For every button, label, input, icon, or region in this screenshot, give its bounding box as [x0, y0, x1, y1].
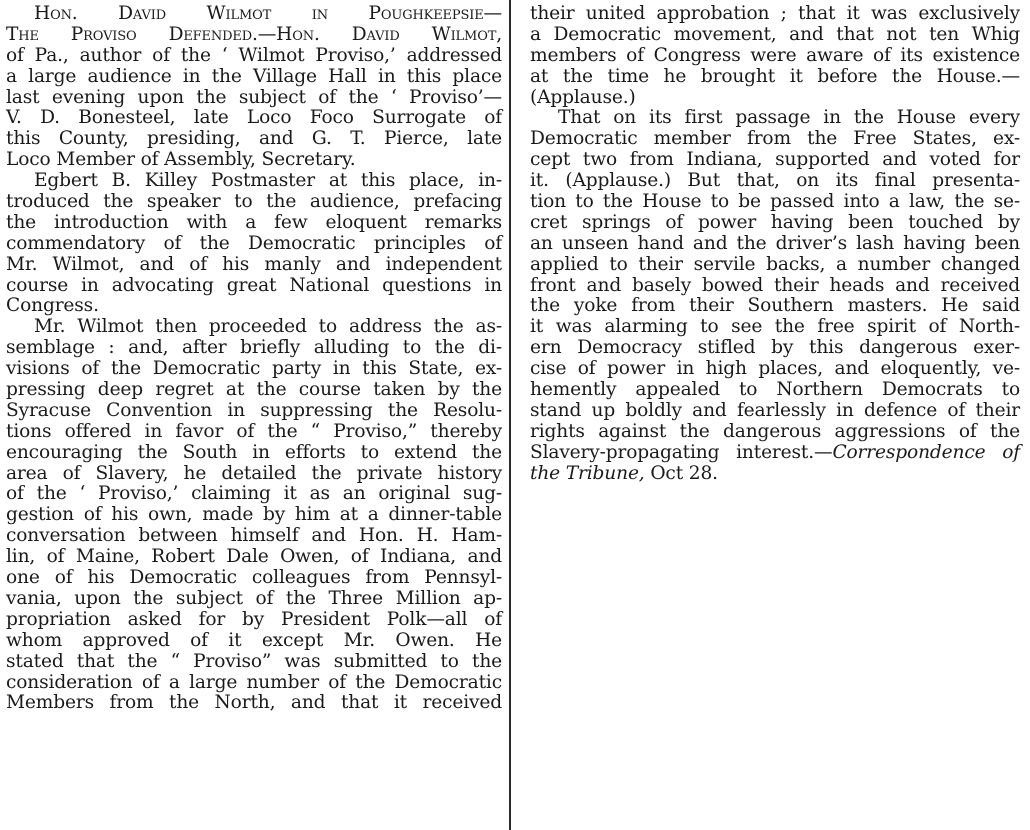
line-text: conversation between himself and Hon. H. Ham-: [6, 525, 502, 547]
line-text: Hon. David Wilmot in Poughkeepsie—: [34, 3, 502, 24]
text-line: [6, 317, 502, 338]
text-line: [6, 652, 502, 673]
text-line: [6, 547, 502, 568]
text-line: [6, 359, 502, 380]
line-text: cret springs of power having been touched by: [530, 211, 1020, 233]
text-line: [530, 25, 1020, 46]
text-line: [6, 213, 502, 234]
line-text: Congress.: [6, 295, 99, 317]
line-text: vania, upon the subject of the Three Million ap-: [6, 587, 502, 609]
text-line: [530, 317, 1020, 338]
text-line: [6, 464, 502, 485]
line-text: gestion of his own, made by him at a dinner-table: [6, 504, 502, 526]
text-line: [530, 171, 1020, 192]
line-text: last evening upon the subject of the ‘ Proviso’—: [6, 86, 502, 108]
line-text: of Pa., author of the ‘ Wilmot Proviso,’ addressed: [6, 44, 502, 66]
text-line: [6, 192, 502, 213]
text-line: [6, 234, 502, 255]
line-text: Mr. Wilmot then proceeded to address the as-: [34, 316, 502, 338]
line-text: The Proviso Defended.—Hon. David Wilmot,: [6, 23, 502, 45]
text-line: [6, 589, 502, 610]
text-line: [530, 255, 1020, 276]
source-date: Oct 28.: [644, 462, 718, 484]
line-text: at the time he brought it before the House.—: [530, 65, 1020, 87]
line-text: hemently appealed to Northern Democrats to: [530, 379, 1020, 401]
line-text: area of Slavery, he detailed the private history: [6, 462, 502, 484]
text-line: [6, 46, 502, 67]
line-text: V. D. Bonesteel, late Loco Foco Surrogate of: [6, 107, 502, 129]
text-line: [6, 568, 502, 589]
text-line: [6, 67, 502, 88]
text-line: [530, 443, 1020, 464]
text-line: [530, 46, 1020, 67]
line-text: semblage : and, after briefly alluding to the di-: [6, 337, 502, 359]
text-line: [530, 422, 1020, 443]
text-line: [6, 526, 502, 547]
line-text: consideration of a large number of the Democratic: [6, 671, 502, 693]
line-text: the yoke from their Southern masters. He said: [530, 295, 1020, 317]
line-text: ern Democracy stifled by this dangerous exer-: [530, 337, 1020, 359]
line-text: Slavery-propagating interest.—: [530, 441, 833, 463]
line-text: pressing deep regret at the course taken by the: [6, 379, 502, 401]
text-line: [530, 234, 1020, 255]
line-text: whom approved of it except Mr. Owen. He: [6, 629, 502, 651]
line-text: tion to the House to be passed into a law, the se-: [530, 191, 1020, 213]
text-line: [6, 673, 502, 694]
line-text: troduced the speaker to the audience, prefacing: [6, 191, 502, 213]
text-line: [6, 443, 502, 464]
text-line: [530, 129, 1020, 150]
line-text: rights against the dangerous aggressions of the: [530, 420, 1020, 442]
line-text: of the ‘ Proviso,’ claiming it as an original sug-: [6, 483, 502, 505]
text-line: [6, 255, 502, 276]
line-text: their united approbation ; that it was exclusively: [530, 3, 1020, 24]
line-text: cept two from Indiana, supported and voted for: [530, 149, 1020, 171]
line-text: this County, presiding, and G. T. Pierce, late: [6, 128, 502, 150]
line-text: cise of power in high places, and eloquently, ve-: [530, 358, 1020, 380]
line-text: it was alarming to see the free spirit of North-: [530, 316, 1020, 338]
source-credit: the Tribune,: [530, 462, 645, 484]
text-line: [6, 505, 502, 526]
line-text: Mr. Wilmot, and of his manly and independent: [6, 253, 502, 275]
column-rule: [509, 0, 511, 830]
line-text: it. (Applause.) But that, on its final presenta-: [530, 170, 1020, 192]
text-line: [6, 88, 502, 109]
line-text: propriation asked for by President Polk—all of: [6, 608, 502, 630]
text-line: [6, 610, 502, 631]
text-line: [6, 338, 502, 359]
line-text: encouraging the South in efforts to extend the: [6, 441, 502, 463]
line-text: Members from the North, and that it received: [6, 692, 502, 714]
text-line: [530, 192, 1020, 213]
text-line: [6, 276, 502, 297]
text-line: [6, 380, 502, 401]
line-text: an unseen hand and the driver’s lash having been: [530, 232, 1020, 254]
line-text: front and basely bowed their heads and received: [530, 274, 1020, 296]
text-line: [530, 359, 1020, 380]
line-text: Loco Member of Assembly, Secretary.: [6, 149, 356, 171]
line-text: course in advocating great National questions in: [6, 274, 502, 296]
line-text: a large audience in the Village Hall in this place: [6, 65, 502, 87]
line-text: members of Congress were aware of its existence: [530, 44, 1020, 66]
text-line: [6, 129, 502, 150]
text-line: [530, 4, 1020, 25]
text-line: [6, 25, 502, 46]
text-line: [530, 276, 1020, 297]
line-text: Democratic member from the Free States, ex-: [530, 128, 1020, 150]
text-line: [530, 67, 1020, 88]
line-text: Egbert B. Killey Postmaster at this place, in-: [34, 170, 502, 192]
line-text: visions of the Democratic party in this State, ex-: [6, 358, 502, 380]
source-credit: Correspondence of: [832, 441, 1020, 463]
text-line: [6, 401, 502, 422]
text-line: [530, 401, 1020, 422]
text-line: [530, 338, 1020, 359]
line-text: (Applause.): [530, 86, 636, 108]
text-line: [6, 150, 502, 171]
text-line: [6, 631, 502, 652]
line-text: stand up boldly and fearlessly in defence of their: [530, 399, 1020, 421]
text-line: [6, 4, 502, 25]
line-text: one of his Democratic colleagues from Pennsyl-: [6, 567, 502, 589]
left-column: [6, 4, 502, 714]
line-text: a Democratic movement, and that not ten Whig: [530, 23, 1020, 45]
line-text: tions offered in favor of the “ Proviso,” thereby: [6, 420, 502, 442]
line-text: That on its first passage in the House every: [558, 107, 1020, 129]
text-line: [530, 108, 1020, 129]
line-text: lin, of Maine, Robert Dale Owen, of Indiana, and: [6, 546, 502, 568]
text-line: [530, 213, 1020, 234]
text-line: [530, 88, 1020, 109]
text-line: [6, 171, 502, 192]
text-line: [6, 484, 502, 505]
line-text: applied to their servile backs, a number changed: [530, 253, 1020, 275]
line-text: stated that the “ Proviso” was submitted to the: [6, 650, 502, 672]
text-line: [6, 108, 502, 129]
text-line: [6, 693, 502, 714]
line-text: Syracuse Convention in suppressing the Resolu-: [6, 399, 502, 421]
text-line: [530, 380, 1020, 401]
text-line: [530, 464, 1020, 485]
text-line: [530, 150, 1020, 171]
right-column: [530, 4, 1020, 484]
text-line: [6, 422, 502, 443]
text-line: [530, 296, 1020, 317]
line-text: the introduction with a few eloquent remarks: [6, 211, 502, 233]
text-line: [6, 296, 502, 317]
line-text: commendatory of the Democratic principles of: [6, 232, 502, 254]
